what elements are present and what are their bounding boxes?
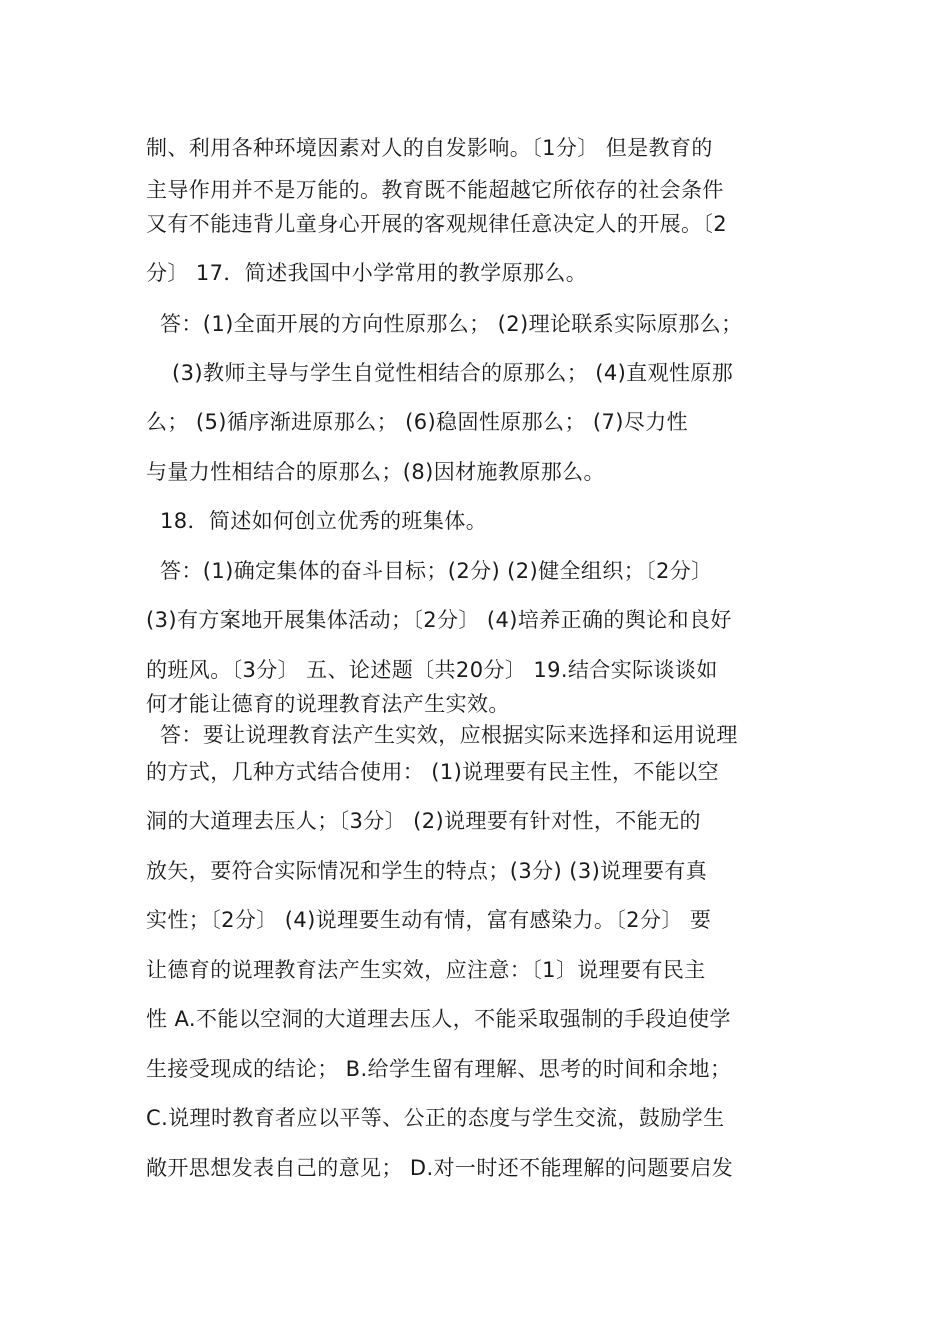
text-line: 让德育的说理教育法产生实效，应注意：〔1〕说理要有民主 xyxy=(146,958,706,982)
text-line: 性 A.不能以空洞的大道理去压人，不能采取强制的手段迫使学 xyxy=(146,1007,731,1031)
section-heading: 18．简述如何创立优秀的班集体。 xyxy=(160,509,488,533)
text-line: 又有不能违背儿童身心开展的客观规律任意决定人的开展。〔2 xyxy=(146,212,728,236)
text-line: 答：(1)确定集体的奋斗目标；(2分) (2)健全组织；〔2分〕 xyxy=(160,559,713,583)
text-line: 制、利用各种环境因素对人的自发影响。〔1分〕 但是教育的 xyxy=(146,136,713,160)
text-line: 么； (5)循序渐进原那么； (6)稳固性原那么； (7)尽力性 xyxy=(146,410,689,434)
text-line: 敞开思想发表自己的意见； D.对一时还不能理解的问题要启发 xyxy=(146,1156,734,1180)
text-line: 与量力性相结合的原那么；(8)因材施教原那么。 xyxy=(146,460,605,484)
text-line: 主导作用并不是万能的。教育既不能超越它所依存的社会条件 xyxy=(146,178,724,202)
text-line: 分〕 17．简述我国中小学常用的教学原那么。 xyxy=(146,261,588,285)
text-line: 的方式，几种方式结合使用： (1)说理要有民主性，不能以空 xyxy=(146,760,720,784)
text-line: (3)有方案地开展集体活动；〔2分〕 (4)培养正确的舆论和良好 xyxy=(146,608,732,632)
text-line: 答：(1)全面开展的方向性原那么； (2)理论联系实际原那么； xyxy=(160,312,743,336)
text-line: 放矢，要符合实际情况和学生的特点；(3分) (3)说理要有真 xyxy=(146,859,708,883)
text-line: C.说理时教育者应以平等、公正的态度与学生交流，鼓励学生 xyxy=(146,1106,725,1130)
text-line: 答：要让说理教育法产生实效，应根据实际来选择和运用说理 xyxy=(160,723,738,747)
text-line: 实性；〔2分〕 (4)说理要生动有情，富有感染力。〔2分〕 要 xyxy=(146,908,712,932)
text-line: 生接受现成的结论； B.给学生留有理解、思考的时间和余地； xyxy=(146,1057,732,1081)
text-line: 的班风。〔3分〕 五、论述题〔共20分〕 19.结合实际谈谈如 xyxy=(146,658,718,682)
text-line: 何才能让德育的说理教育法产生实效。 xyxy=(146,692,510,716)
text-line: 洞的大道理去压人；〔3分〕 (2)说理要有针对性，不能无的 xyxy=(146,809,701,833)
text-line: (3)教师主导与学生自觉性相结合的原那么； (4)直观性原那 xyxy=(172,361,734,385)
